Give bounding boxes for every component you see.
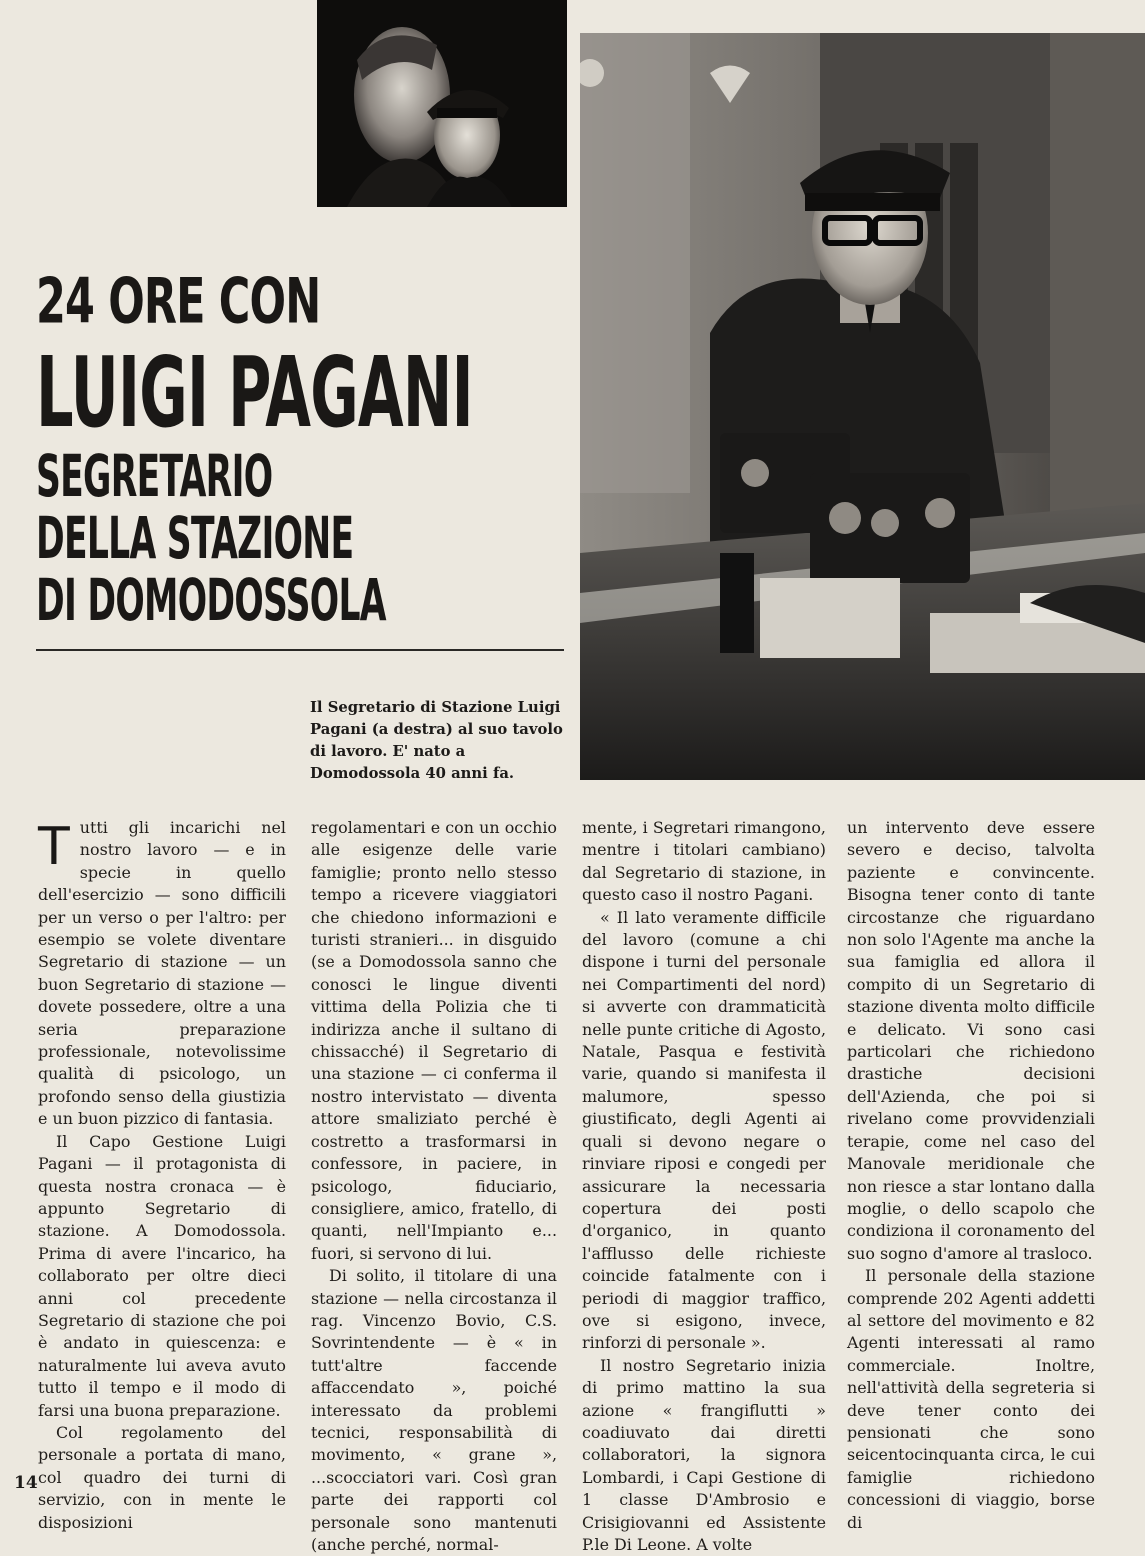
paragraph: Il nostro Segretario inizia di primo mattino la sua azione « frangiflutti » coadiuvato dai diretti collaboratori, la signora Lombardi, i Capi Gestione di 1 classe D'Ambrosio e Crisigiovanni ed Assistente P.le Di Leone. A volte <box>582 1355 826 1554</box>
paragraph: mente, i Segretari rimangono, mentre i titolari cambiano) dal Segretario di stazione, in questo caso il nostro Pagani. <box>582 818 826 905</box>
page-number: 14 <box>14 1473 38 1493</box>
paragraph <box>38 817 286 1131</box>
headline-line-2: LUIGI PAGANI <box>36 337 473 450</box>
paragraph: Col regolamento del personale a portata di mano, col quadro dei turni di servizio, con in mente le disposizioni <box>38 1422 286 1532</box>
station-desk-photo-icon <box>580 33 1145 780</box>
headline <box>36 265 576 635</box>
article-column-1 <box>38 817 286 1534</box>
article-column-4 <box>847 817 1095 1534</box>
headline-line-1: 24 ORE CON <box>36 265 321 338</box>
station-desk-photo <box>580 33 1145 780</box>
bleed-through-text <box>0 640 300 760</box>
photo-caption: Il Segretario di Stazione Luigi Pagani (a destra) al suo tavolo di lavoro. E' nato a Domodossola 40 anni fa. <box>310 699 563 782</box>
paragraph: un intervento deve essere severo e deciso, talvolta paziente e convincente. Bisogna tener conto di tante circostanze che riguardano non solo l'Agente ma anche la sua famiglia ed allora il compito di un Segretario di stazione diventa molto difficile e delicato. Vi sono casi particolari che richiedono drastiche decisioni dell'Azienda, che poi si rivelano come provvidenziali terapie, come nel caso del Manovale meridionale che non riesce a star lontano dalla moglie, o dello scapolo che condiziona il coronamento del suo sogno d'amore al trasloco. <box>847 818 1095 1263</box>
portrait-photo <box>317 0 567 207</box>
headline-rule <box>36 649 564 651</box>
article-column-3 <box>582 817 826 1556</box>
paragraph: « Il lato veramente difficile del lavoro (comune a chi dispone i turni del personale nei Compartimenti del nord) si avverte con drammaticità nelle punte critiche di Agosto, Natale, Pasqua e festività varie, quando si manifesta il malumore, spesso giustificato, degli Agenti ai quali si devono negare o rinviare riposi e congedi per assicurare la necessaria copertura dei posti d'organico, in quanto l'afflusso delle richieste coincide fatalmente con i periodi di maggior traffico, ove si esigono, invece, rinforzi di personale ». <box>582 907 826 1353</box>
dropcap: T <box>38 817 70 877</box>
article-column-2 <box>311 817 557 1556</box>
headline-line-3: SEGRETARIO <box>36 443 273 511</box>
headline-line-4: DELLA STAZIONE <box>36 505 354 573</box>
paragraph-text: utti gli incarichi nel nostro lavoro — e in specie in quello dell'esercizio — sono difficili per un verso o per l'altro: per esempio se volete diventare Segretario di stazione — un buon Segretario di stazione — dovete possedere, oltre a una seria preparazione professionale, notevolissime qualità di psicologo, un profondo senso della giustizia e un buon pizzico di fantasia. <box>38 818 286 1129</box>
headline-line-5: DI DOMODOSSOLA <box>36 567 386 635</box>
paragraph: Di solito, il titolare di una stazione — nella circostanza il rag. Vincenzo Bovio, C.S. Sovrintendente — è « in tutt'altre faccende affaccendato », poiché interessato da problemi tecnici, responsabilità di movimento, « grane », ...scocciatori vari. Così gran parte dei rapporti col personale sono mantenuti (anche perché, normal- <box>311 1266 557 1554</box>
paragraph: Il personale della stazione comprende 202 Agenti addetti al settore del movimento e 82 Agenti interessati al ramo commerciale. Inoltre, nell'attività della segreteria si deve tener conto dei pensionati che sono seicentocinquanta circa, le cui famiglie richiedono concessioni di viaggio, borse di <box>847 1266 1095 1532</box>
paragraph: regolamentari e con un occhio alle esigenze delle varie famiglie; pronto nello stesso tempo a ricevere viaggiatori che chiedono informazioni e turisti stranieri... in disguido (se a Domodossola sanno che conosci le lingue diventi vittima della Polizia che ti indirizza anche il sultano di chissacché) il Segretario di una stazione — ci conferma il nostro intervistato — diventa attore smaliziato perché è costretto a trasformarsi in confessore, in paciere, in psicologo, fiduciario, consigliere, amico, fratello, di quanti, nell'Impianto e... fuori, si servono di lui. <box>311 818 557 1263</box>
paragraph: Il Capo Gestione Luigi Pagani — il protagonista di questa nostra cronaca — è appunto Segretario di stazione. A Domodossola. Prima di avere l'incarico, ha collaborato per oltre dieci anni col precedente Segretario di stazione che poi è andato in quiescenza: e naturalmente lui aveva avuto tutto il tempo e il modo di farsi una buona preparazione. <box>38 1131 286 1420</box>
portrait-photo-icon <box>317 0 567 207</box>
